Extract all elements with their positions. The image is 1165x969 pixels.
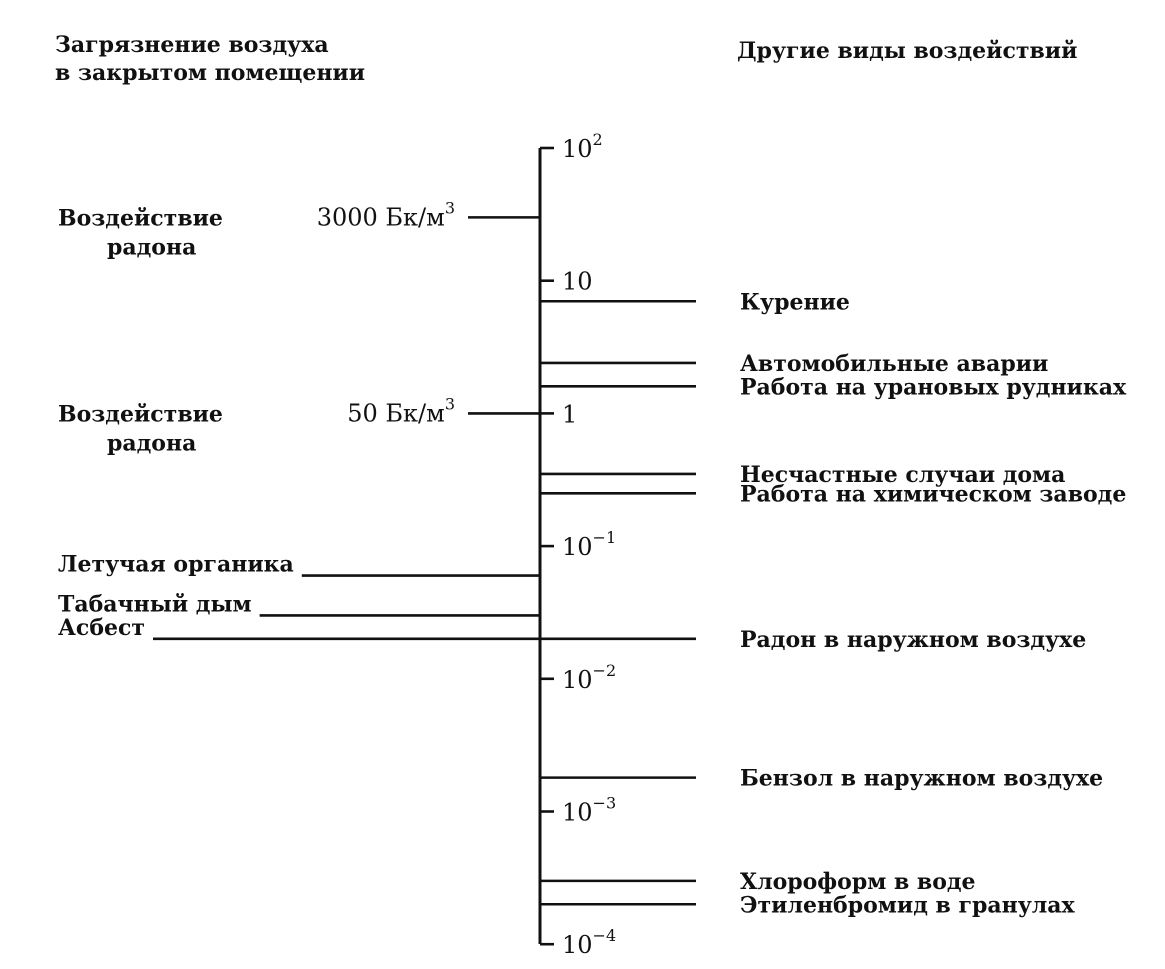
left-header-line2: в закрытом помещении [55, 60, 366, 86]
axis-tick-label-5: $10^{-3}$ [562, 793, 617, 827]
axis-tick-label-6: $10^{-4}$ [562, 926, 617, 960]
right-item-label-ethylene-bromide: Этиленбромид в гранулах [740, 892, 1075, 919]
left-header-line1: Загрязнение воздуха [55, 32, 329, 58]
right-item-label-uranium-mines: Работа на урановых рудниках [740, 374, 1127, 401]
right-item-label-smoking: Курение [740, 289, 850, 316]
axis-tick-label-2: 1 [562, 400, 578, 429]
right-item-label-chemical-plant: Работа на химическом заводе [740, 481, 1127, 508]
right-item-label-car-accidents: Автомобильные аварии [740, 350, 1049, 377]
left-item-label-radon-3000-line1: Воздействие [58, 205, 223, 232]
right-item-label-outdoor-radon: Радон в наружном воздухе [740, 626, 1087, 653]
left-item-label-tobacco-smoke: Табачный дым [58, 591, 252, 618]
left-item-label-asbestos: Асбест [58, 614, 146, 641]
axis-tick-label-0: $10^2$ [562, 130, 603, 163]
left-item-conc-radon-3000: 3000 $Бк/м^3$ [316, 198, 455, 232]
axis-tick-label-4: $10^{-2}$ [562, 660, 617, 694]
indoor-pollution-items [58, 198, 540, 640]
left-item-label-volatile-organics: Летучая органика [58, 551, 294, 578]
left-item-label-radon-50-line1: Воздействие [58, 401, 223, 428]
other-exposure-items [540, 289, 1127, 918]
axis-ticks [540, 130, 616, 959]
left-item-label-radon-50-line2: радона [107, 430, 197, 457]
left-item-conc-radon-50: 50 $Бк/м^3$ [347, 394, 455, 428]
left-item-label-radon-3000-line2: радона [107, 234, 197, 261]
axis-tick-label-3: $10^{-1}$ [562, 528, 617, 562]
right-item-label-chloroform-water: Хлороформ в воде [740, 868, 976, 895]
axis-tick-label-1: 10 [562, 267, 593, 296]
right-item-label-home-accidents: Несчастные случаи дома [740, 461, 1066, 488]
right-item-label-outdoor-benzene: Бензол в наружном воздухе [740, 765, 1104, 792]
right-header: Другие виды воздействий [737, 38, 1078, 64]
